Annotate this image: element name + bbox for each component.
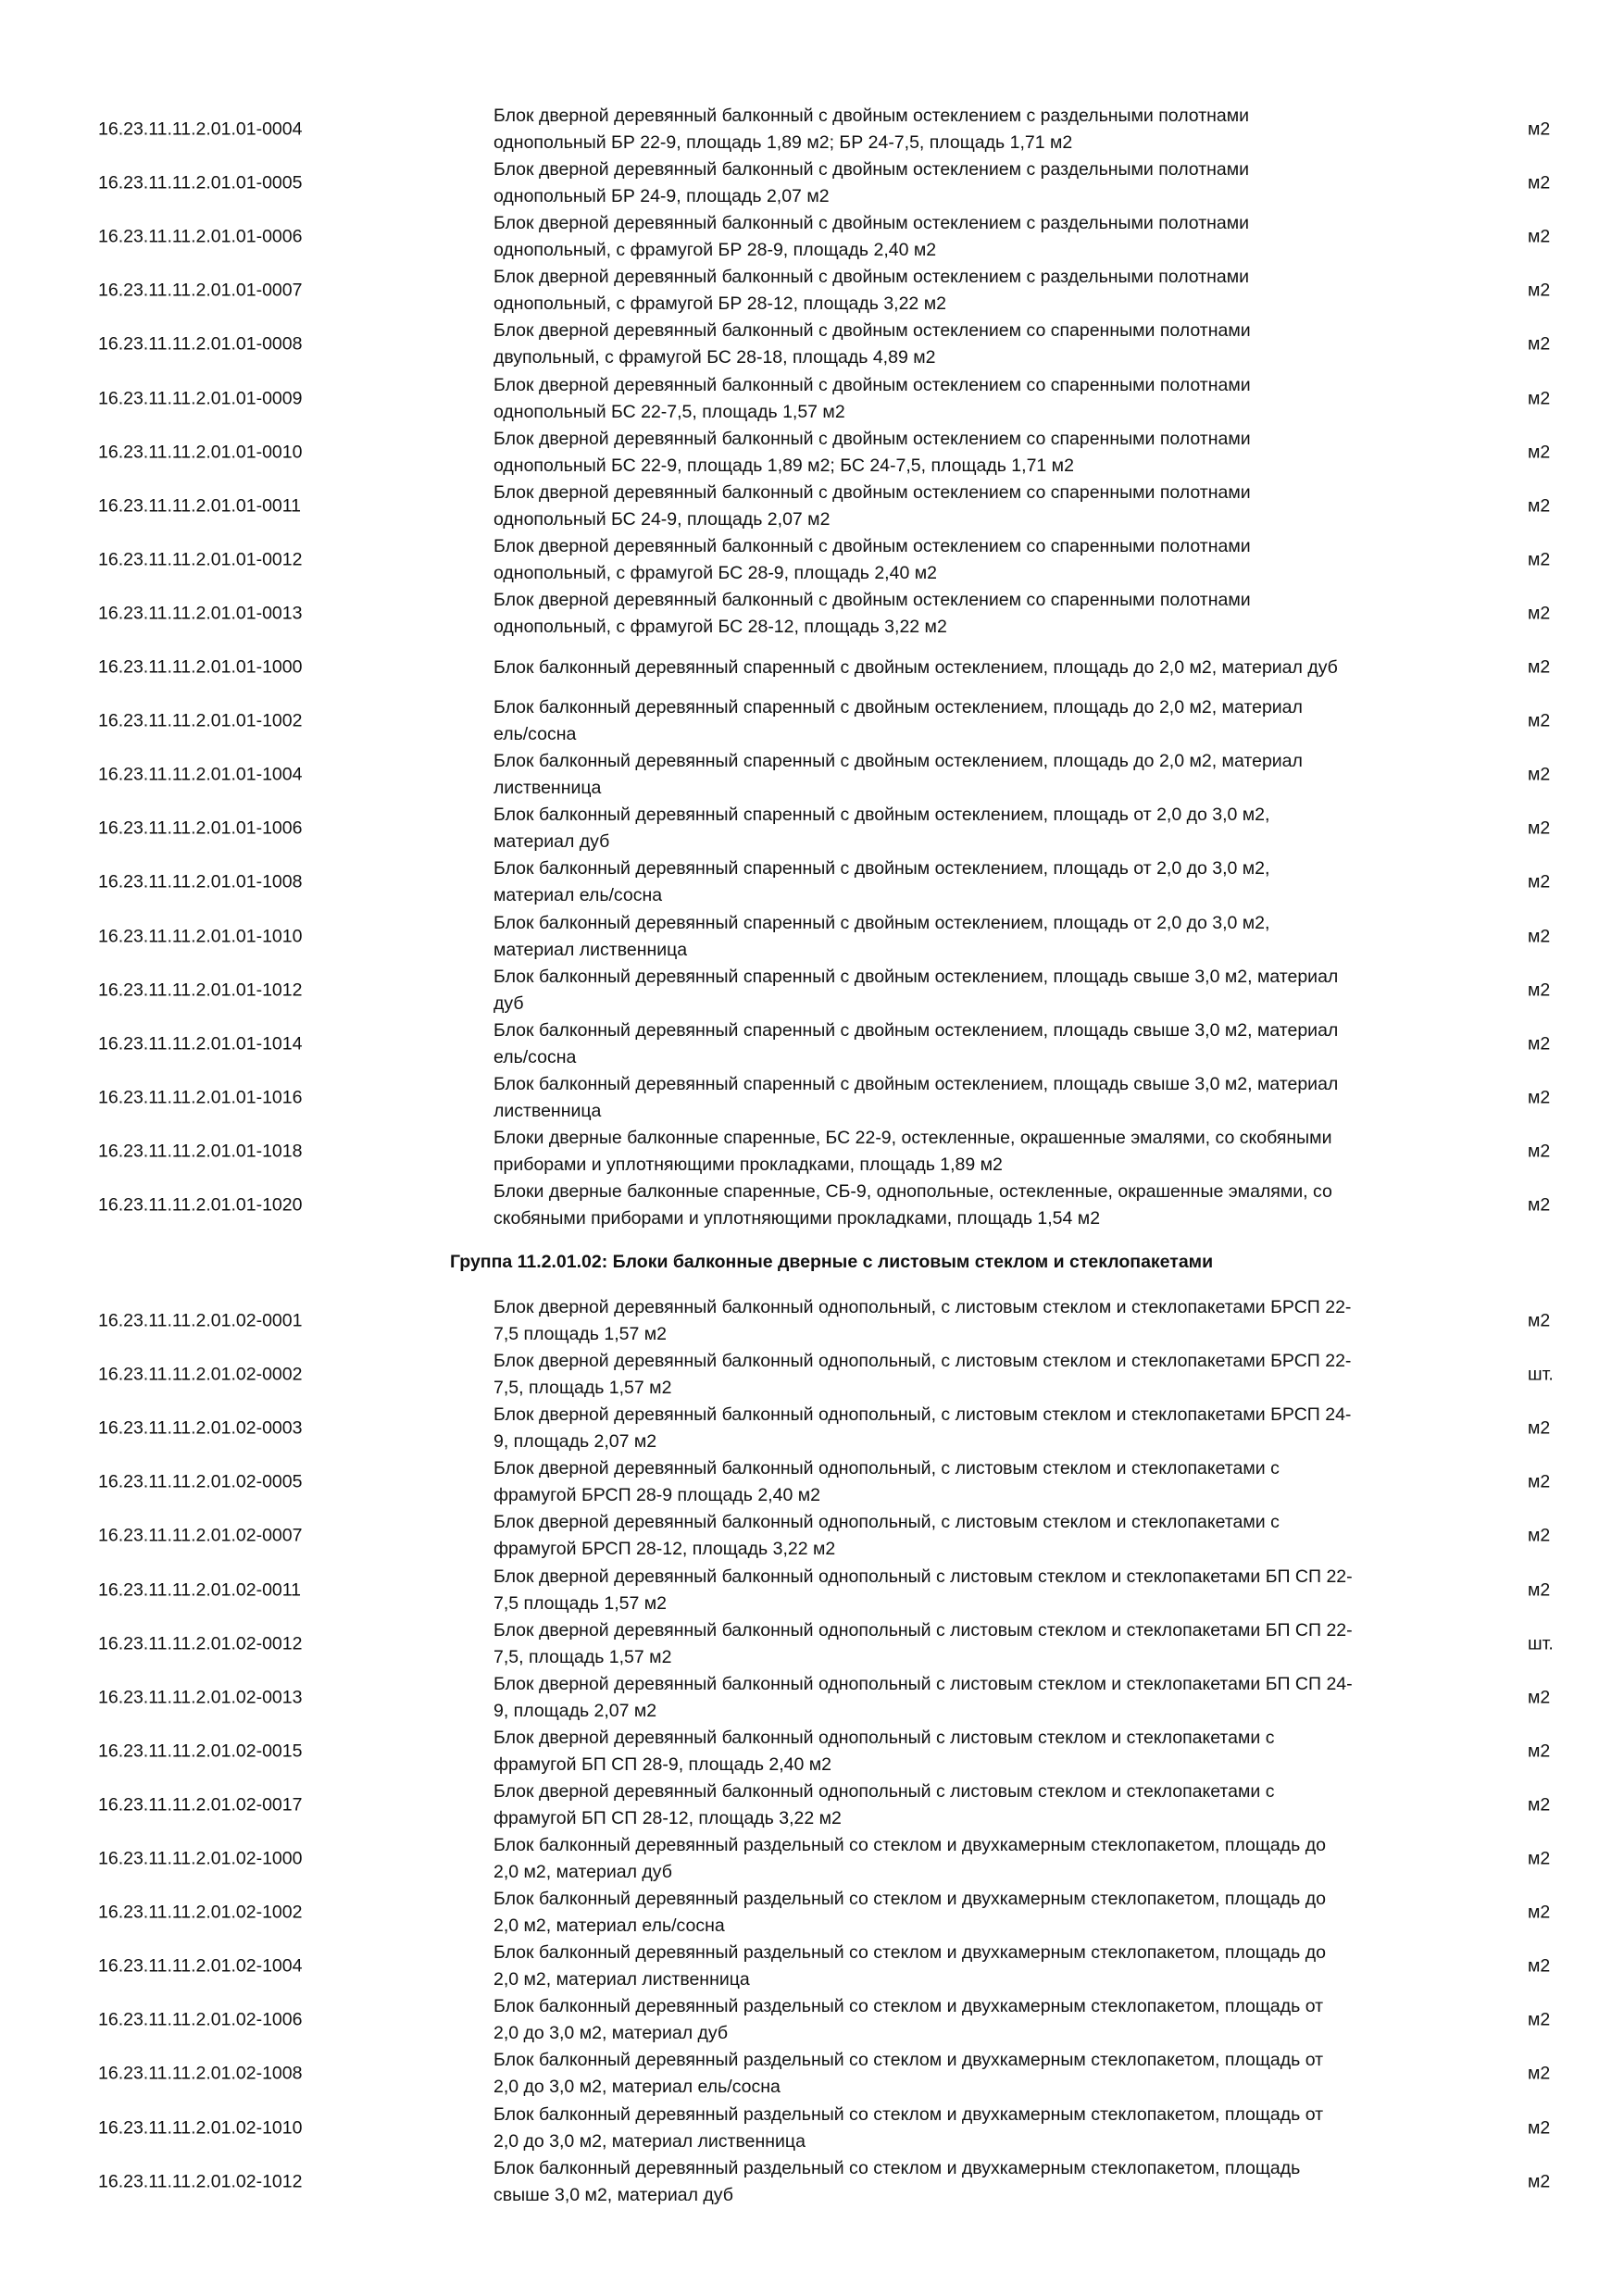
unit-of-measure: м2 (1528, 2009, 1551, 2030)
description-line: Блок дверной деревянный балконный однопольный, с листовым стеклом и стеклопакетами БРСП 24- (493, 1404, 1352, 1426)
unit-of-measure: м2 (1528, 226, 1551, 247)
description-line: Блок балконный деревянный раздельный со стеклом и двухкамерным стеклопакетом, площадь до (493, 1835, 1326, 1855)
resource-code: 16.23.11.11.2.01.01-1008 (98, 871, 303, 892)
table-row (0, 2155, 1624, 2209)
description-line: Блок дверной деревянный балконный с двойным остеклением с раздельными полотнами (493, 213, 1250, 234)
description-line: 2,0 м2, материал ель/сосна (493, 1915, 725, 1937)
resource-code: 16.23.11.11.2.01.02-1000 (98, 1848, 303, 1869)
description-line: фрамугой БП СП 28-9, площадь 2,40 м2 (493, 1753, 832, 1775)
resource-description (493, 156, 1456, 210)
resource-code: 16.23.11.11.2.01.02-1004 (98, 1955, 303, 1977)
description-line: Блок балконный деревянный раздельный со стеклом и двухкамерным стеклопакетом, площадь от (493, 2103, 1324, 2125)
table-row (0, 1778, 1624, 1832)
table-row (0, 1671, 1624, 1725)
unit-of-measure: м2 (1528, 656, 1551, 678)
description-line: Блок балконный деревянный раздельный со стеклом и двухкамерным стеклопакетом, площадь от (493, 1996, 1324, 2017)
table-row (0, 748, 1624, 802)
unit-of-measure: м2 (1528, 1141, 1551, 1162)
unit-of-measure: м2 (1528, 710, 1551, 731)
description-line: Блок дверной деревянный балконный однопольный, с листовым стеклом и стеклопакетами БРСП 22- (493, 1297, 1352, 1317)
description-line: Блок балконный деревянный спаренный с двойным остеклением, площадь до 2,0 м2, материал (493, 751, 1303, 772)
resource-code: 16.23.11.11.2.01.01-1004 (98, 764, 303, 785)
resource-description (493, 2047, 1456, 2101)
resource-code: 16.23.11.11.2.01.01-0010 (98, 442, 303, 463)
description-line: Блок дверной деревянный балконный однопольный, с листовым стеклом и стеклопакетами с (493, 1458, 1280, 1479)
unit-of-measure: м2 (1528, 817, 1551, 839)
resource-description (493, 103, 1456, 156)
table-row (0, 964, 1624, 1017)
description-line: Блок дверной деревянный балконный однопольный, с листовым стеклом и стеклопакетами БРСП 22- (493, 1351, 1352, 1372)
unit-of-measure: м2 (1528, 388, 1551, 408)
resource-code: 16.23.11.11.2.01.01-1012 (98, 980, 303, 1001)
resource-description (493, 1671, 1456, 1725)
table-row (0, 855, 1624, 909)
description-line: Блок дверной деревянный балконный с двойным остеклением с раздельными полотнами (493, 106, 1250, 126)
table-row (0, 2102, 1624, 2155)
description-line: Блок балконный деревянный раздельный со стеклом и двухкамерным стеклопакетом, площадь (493, 2157, 1301, 2178)
resource-description (493, 1125, 1456, 1179)
table-row (0, 1993, 1624, 2047)
unit-of-measure: м2 (1528, 1579, 1551, 1600)
description-line: однопольный, с фрамугой БС 28-12, площадь 3,22 м2 (493, 616, 947, 637)
description-line: 9, площадь 2,07 м2 (493, 1700, 657, 1721)
group-heading: Группа 11.2.01.02: Блоки балконные дверные с листовым стеклом и стеклопакетами (450, 1252, 1214, 1272)
unit-of-measure: м2 (1528, 764, 1551, 785)
resource-description (493, 2102, 1456, 2155)
description-line: Блок дверной деревянный балконный с двойным остеклением со спаренными полотнами (493, 374, 1251, 395)
resource-code: 16.23.11.11.2.01.01-1020 (98, 1194, 303, 1216)
description-line: 2,0 м2, материал дуб (493, 1862, 672, 1882)
description-line: материал лиственница (493, 939, 688, 960)
resource-code: 16.23.11.11.2.01.01-0009 (98, 388, 303, 408)
resource-code: 16.23.11.11.2.01.02-0002 (98, 1364, 303, 1385)
resource-description (493, 1455, 1456, 1509)
unit-of-measure: м2 (1528, 172, 1551, 193)
description-line: Блок дверной деревянный балконный с двойным остеклением с раздельными полотнами (493, 159, 1250, 181)
table-row (0, 318, 1624, 371)
table-row (0, 2047, 1624, 2101)
resource-code: 16.23.11.11.2.01.01-1002 (98, 710, 303, 731)
resource-code: 16.23.11.11.2.01.02-1006 (98, 2009, 303, 2030)
description-line: 7,5, площадь 1,57 м2 (493, 1378, 672, 1399)
description-line: Блок балконный деревянный раздельный со стеклом и двухкамерным стеклопакетом, площадь до (493, 1942, 1326, 1964)
description-line: Блок дверной деревянный балконный с двойным остеклением со спаренными полотнами (493, 481, 1251, 503)
resource-description (493, 964, 1456, 1017)
unit-of-measure: м2 (1528, 926, 1551, 946)
description-line: лиственница (493, 1100, 602, 1121)
table-row (0, 1071, 1624, 1125)
description-line: 7,5 площадь 1,57 м2 (493, 1324, 667, 1344)
description-line: Блоки дверные балконные спаренные, БС 22-9, остекленные, окрашенные эмалями, со скобяными (493, 1127, 1332, 1148)
table-row (0, 910, 1624, 964)
resource-code: 16.23.11.11.2.01.02-0012 (98, 1633, 303, 1654)
description-line: Блоки дверные балконные спаренные, СБ-9, однопольные, остекленные, окрашенные эмалями, со (493, 1181, 1332, 1202)
description-line: свыше 3,0 м2, материал дуб (493, 2184, 733, 2205)
resource-description (493, 910, 1456, 964)
description-line: 7,5, площадь 1,57 м2 (493, 1646, 672, 1667)
resource-description (493, 480, 1456, 533)
resource-description (493, 1294, 1456, 1348)
resource-description (493, 2155, 1456, 2209)
table-row (0, 480, 1624, 533)
table-row (0, 1940, 1624, 1993)
description-line: Блок балконный деревянный спаренный с двойным остеклением, площадь от 2,0 до 3,0 м2, (493, 912, 1270, 933)
unit-of-measure: м2 (1528, 1955, 1551, 1977)
unit-of-measure: шт. (1528, 1633, 1554, 1654)
resource-description (493, 1179, 1456, 1232)
resource-code: 16.23.11.11.2.01.01-0011 (98, 495, 302, 517)
unit-of-measure: м2 (1528, 1848, 1551, 1869)
description-line: двупольный, с фрамугой БС 28-18, площадь 4,89 м2 (493, 347, 936, 368)
resource-code: 16.23.11.11.2.01.02-0017 (98, 1794, 303, 1816)
table-row (0, 1886, 1624, 1940)
resource-description (493, 1993, 1456, 2047)
resource-description (493, 1725, 1456, 1778)
resource-code: 16.23.11.11.2.01.01-1000 (98, 656, 303, 678)
resource-code: 16.23.11.11.2.01.02-1008 (98, 2063, 303, 2084)
table-row (0, 1017, 1624, 1071)
description-line: Блок дверной деревянный балконный однопольный с листовым стеклом и стеклопакетами с (493, 1727, 1275, 1748)
description-line: однопольный БС 22-7,5, площадь 1,57 м2 (493, 401, 845, 422)
resource-code: 16.23.11.11.2.01.02-0007 (98, 1525, 303, 1546)
resource-code: 16.23.11.11.2.01.01-1016 (98, 1087, 303, 1108)
description-line: Блок балконный деревянный спаренный с двойным остеклением, площадь до 2,0 м2, материал (493, 697, 1303, 718)
description-line: однопольный, с фрамугой БР 28-9, площадь 2,40 м2 (493, 240, 937, 261)
resource-description (493, 1348, 1456, 1402)
resource-description (493, 318, 1456, 371)
description-line: однопольный БС 22-9, площадь 1,89 м2; БС 24-7,5, площадь 1,71 м2 (493, 455, 1074, 476)
table-row (0, 1455, 1624, 1509)
resource-description (493, 1886, 1456, 1940)
resource-description (493, 1509, 1456, 1563)
description-line: 2,0 до 3,0 м2, материал ель/сосна (493, 2077, 781, 2098)
resource-code: 16.23.11.11.2.01.01-0008 (98, 333, 303, 355)
unit-of-measure: м2 (1528, 333, 1551, 355)
resource-code: 16.23.11.11.2.01.01-1014 (98, 1033, 303, 1054)
resource-code: 16.23.11.11.2.01.02-0003 (98, 1417, 303, 1439)
resource-code: 16.23.11.11.2.01.01-1018 (98, 1141, 303, 1162)
unit-of-measure: м2 (1528, 2063, 1551, 2084)
resource-description (493, 587, 1456, 641)
unit-of-measure: м2 (1528, 1310, 1551, 1331)
unit-of-measure: м2 (1528, 2117, 1551, 2138)
table-row (0, 210, 1624, 264)
unit-of-measure: м2 (1528, 119, 1551, 140)
description-line: Блок балконный деревянный раздельный со стеклом и двухкамерным стеклопакетом, площадь от (493, 2050, 1324, 2071)
description-line: 7,5 площадь 1,57 м2 (493, 1592, 667, 1614)
resource-description (493, 1940, 1456, 1993)
unit-of-measure: м2 (1528, 1033, 1551, 1054)
resource-code: 16.23.11.11.2.01.01-0007 (98, 280, 303, 301)
table-row (0, 802, 1624, 855)
resource-code: 16.23.11.11.2.01.02-1002 (98, 1902, 303, 1923)
description-line: дуб (493, 992, 524, 1014)
unit-of-measure: м2 (1528, 871, 1551, 892)
description-line: 2,0 до 3,0 м2, материал дуб (493, 2023, 729, 2044)
description-line: приборами и уплотняющими прокладками, площадь 1,89 м2 (493, 1154, 1003, 1175)
unit-of-measure: м2 (1528, 603, 1551, 624)
description-line: Блок дверной деревянный балконный с двойным остеклением со спаренными полотнами (493, 535, 1251, 556)
table-row (0, 372, 1624, 426)
resource-code: 16.23.11.11.2.01.02-1010 (98, 2117, 303, 2138)
description-line: однопольный БР 22-9, площадь 1,89 м2; БР 24-7,5, площадь 1,71 м2 (493, 132, 1073, 153)
description-line: Блок дверной деревянный балконный с двойным остеклением с раздельными полотнами (493, 267, 1250, 288)
resource-description (493, 1564, 1456, 1617)
resource-description (493, 264, 1456, 318)
description-line: 2,0 м2, материал лиственница (493, 1969, 750, 1990)
description-line: однопольный БС 24-9, площадь 2,07 м2 (493, 508, 831, 530)
description-line: однопольный, с фрамугой БС 28-9, площадь 2,40 м2 (493, 562, 937, 583)
unit-of-measure: м2 (1528, 1794, 1551, 1816)
description-line: Блок дверной деревянный балконный однопольный, с листовым стеклом и стеклопакетами с (493, 1512, 1280, 1533)
description-line: Блок балконный деревянный спаренный с двойным остеклением, площадь свыше 3,0 м2, материал (493, 1019, 1339, 1041)
resource-description (493, 1832, 1456, 1886)
description-line: 2,0 до 3,0 м2, материал лиственница (493, 2130, 806, 2152)
description-line: Блок дверной деревянный балконный с двойным остеклением со спаренными полотнами (493, 428, 1251, 449)
unit-of-measure: м2 (1528, 1417, 1551, 1439)
description-line: Блок дверной деревянный балконный однопольный с листовым стеклом и стеклопакетами с (493, 1780, 1275, 1802)
description-line: Блок дверной деревянный балконный однопольный с листовым стеклом и стеклопакетами БП СП 24- (493, 1673, 1353, 1694)
description-line: Блок балконный деревянный раздельный со стеклом и двухкамерным стеклопакетом, площадь до (493, 1889, 1326, 1910)
table-row (0, 641, 1624, 694)
resource-code: 16.23.11.11.2.01.01-0006 (98, 226, 303, 247)
resource-description (493, 372, 1456, 426)
unit-of-measure: м2 (1528, 1087, 1551, 1108)
description-line: однопольный, с фрамугой БР 28-12, площадь 3,22 м2 (493, 293, 946, 315)
unit-of-measure: м2 (1528, 1687, 1551, 1708)
description-line: Блок дверной деревянный балконный с двойным остеклением со спаренными полотнами (493, 589, 1251, 610)
description-line: Блок балконный деревянный спаренный с двойным остеклением, площадь свыше 3,0 м2, материал (493, 1073, 1339, 1094)
unit-of-measure: м2 (1528, 549, 1551, 570)
description-line: Блок балконный деревянный спаренный с двойным остеклением, площадь до 2,0 м2, материал дуб (493, 656, 1338, 678)
description-line: ель/сосна (493, 724, 577, 745)
unit-of-measure: шт. (1528, 1364, 1554, 1385)
resource-code: 16.23.11.11.2.01.02-1012 (98, 2171, 303, 2192)
resource-description (493, 748, 1456, 802)
table-row (0, 533, 1624, 587)
description-line: фрамугой БРСП 28-12, площадь 3,22 м2 (493, 1539, 836, 1560)
table-row (0, 1125, 1624, 1179)
description-line: фрамугой БП СП 28-12, площадь 3,22 м2 (493, 1807, 842, 1828)
table-row (0, 264, 1624, 318)
unit-of-measure: м2 (1528, 442, 1551, 463)
resource-description (493, 1402, 1456, 1455)
description-line: лиственница (493, 778, 602, 799)
unit-of-measure: м2 (1528, 1902, 1551, 1923)
unit-of-measure: м2 (1528, 980, 1551, 1001)
description-line: материал дуб (493, 831, 610, 853)
description-line: Блок балконный деревянный спаренный с двойным остеклением, площадь свыше 3,0 м2, материал (493, 966, 1339, 987)
resource-code: 16.23.11.11.2.01.02-0001 (98, 1310, 303, 1331)
table-row (0, 426, 1624, 480)
resource-description (493, 855, 1456, 909)
resource-code: 16.23.11.11.2.01.02-0011 (98, 1579, 302, 1600)
unit-of-measure: м2 (1528, 1741, 1551, 1762)
table-row (0, 1402, 1624, 1455)
resource-description (493, 802, 1456, 855)
resource-description (493, 426, 1456, 480)
resource-code: 16.23.11.11.2.01.02-0015 (98, 1741, 303, 1762)
resource-code: 16.23.11.11.2.01.01-0013 (98, 603, 303, 624)
unit-of-measure: м2 (1528, 1525, 1551, 1546)
table-row (0, 1348, 1624, 1402)
unit-of-measure: м2 (1528, 280, 1551, 301)
description-line: материал ель/сосна (493, 885, 663, 906)
unit-of-measure: м2 (1528, 1471, 1551, 1492)
unit-of-measure: м2 (1528, 1194, 1551, 1216)
resource-code: 16.23.11.11.2.01.01-1006 (98, 817, 303, 839)
resource-description (493, 1778, 1456, 1832)
table-row (0, 1564, 1624, 1617)
table-row (0, 694, 1624, 748)
resource-code: 16.23.11.11.2.01.01-0005 (98, 172, 303, 193)
resource-code: 16.23.11.11.2.01.01-0004 (98, 119, 303, 140)
unit-of-measure: м2 (1528, 2171, 1551, 2192)
resource-description (493, 1617, 1456, 1671)
table-row (0, 103, 1624, 156)
description-line: ель/сосна (493, 1046, 577, 1067)
unit-of-measure: м2 (1528, 495, 1551, 517)
description-line: Блок балконный деревянный спаренный с двойным остеклением, площадь от 2,0 до 3,0 м2, (493, 858, 1270, 880)
resource-code: 16.23.11.11.2.01.02-0013 (98, 1687, 303, 1708)
table-row (0, 587, 1624, 641)
table-row (0, 1294, 1624, 1348)
table-row (0, 1832, 1624, 1886)
resource-description (493, 655, 1456, 681)
resource-description (493, 533, 1456, 587)
table-row (0, 1617, 1624, 1671)
resource-description (493, 694, 1456, 748)
resource-code: 16.23.11.11.2.01.01-1010 (98, 926, 303, 946)
table-row (0, 1179, 1624, 1232)
table-row (0, 1725, 1624, 1778)
resource-description (493, 1071, 1456, 1125)
description-line: скобяными приборами и уплотняющими прокладками, площадь 1,54 м2 (493, 1208, 1101, 1229)
description-line: фрамугой БРСП 28-9 площадь 2,40 м2 (493, 1485, 820, 1506)
resource-description (493, 1017, 1456, 1071)
table-row (0, 156, 1624, 210)
description-line: Блок дверной деревянный балконный с двойным остеклением со спаренными полотнами (493, 320, 1251, 342)
description-line: 9, площадь 2,07 м2 (493, 1431, 657, 1453)
description-line: Блок балконный деревянный спаренный с двойным остеклением, площадь от 2,0 до 3,0 м2, (493, 805, 1270, 826)
resource-description (493, 210, 1456, 264)
resource-code: 16.23.11.11.2.01.01-0012 (98, 549, 303, 570)
description-line: однопольный БР 24-9, площадь 2,07 м2 (493, 186, 830, 207)
description-line: Блок дверной деревянный балконный однопольный с листовым стеклом и стеклопакетами БП СП 22- (493, 1619, 1353, 1641)
resource-code: 16.23.11.11.2.01.02-0005 (98, 1471, 303, 1492)
description-line: Блок дверной деревянный балконный однопольный с листовым стеклом и стеклопакетами БП СП 22- (493, 1566, 1353, 1587)
table-row (0, 1509, 1624, 1563)
